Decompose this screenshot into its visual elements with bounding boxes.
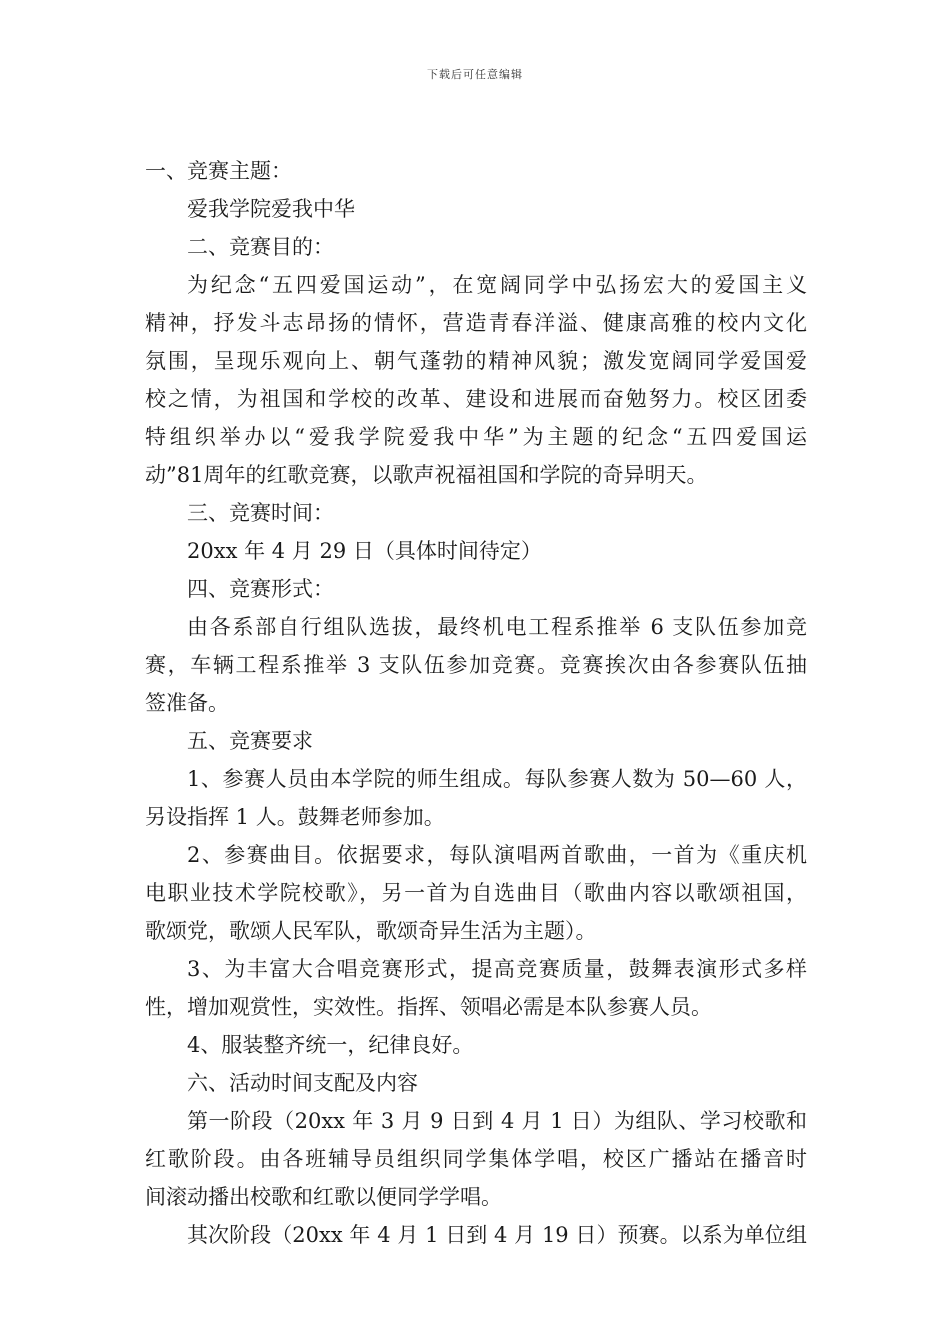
schedule-line: 第一阶段（20xx 年 3 月 9 日到 4 月 1 日）为组队、学习校歌和 xyxy=(187,1109,807,1133)
competition-date: 20xx 年 4 月 29 日（具体时间待定） xyxy=(187,539,542,563)
paragraph-line: 签准备。 xyxy=(145,691,229,715)
requirement-line: 另设指挥 1 人。鼓舞老师参加。 xyxy=(145,805,445,829)
requirement-line: 歌颂党，歌颂人民军队，歌颂奇异生活为主题）。 xyxy=(145,919,597,943)
section-heading-format: 四、竞赛形式： xyxy=(187,577,334,601)
paragraph-line: 赛，车辆工程系推举 3 支队伍参加竞赛。竞赛挨次由各参赛队伍抽 xyxy=(145,653,807,677)
section-heading-purpose: 二、竞赛目的： xyxy=(187,235,334,259)
document-body xyxy=(145,152,807,1254)
section-heading-time: 三、竞赛时间： xyxy=(187,501,334,525)
theme-text: 爱我学院爱我中华 xyxy=(187,197,355,221)
paragraph-line: 氛围，呈现乐观向上、朝气蓬勃的精神风貌；激发宽阔同学爱国爱 xyxy=(145,349,807,373)
requirement-line: 4、服装整齐统一，纪律良好。 xyxy=(187,1033,474,1057)
section-heading-theme: 一、竞赛主题： xyxy=(145,159,292,183)
requirement-line: 电职业技术学院校歌》，另一首为自选曲目（歌曲内容以歌颂祖国， xyxy=(145,881,807,905)
requirement-line: 2、参赛曲目。依据要求，每队演唱两首歌曲，一首为《重庆机 xyxy=(187,843,807,867)
schedule-line: 红歌阶段。由各班辅导员组织同学集体学唱，校区广播站在播音时 xyxy=(145,1147,807,1171)
paragraph-line: 由各系部自行组队选拔，最终机电工程系推举 6 支队伍参加竞 xyxy=(187,615,807,639)
section-heading-schedule: 六、活动时间支配及内容 xyxy=(187,1071,418,1095)
requirement-line: 1、参赛人员由本学院的师生组成。每队参赛人数为 50—60 人， xyxy=(187,767,807,791)
paragraph-line: 校之情，为祖国和学校的改革、建设和进展而奋勉努力。校区团委 xyxy=(145,387,807,411)
paragraph-line: 动”81周年的红歌竞赛，以歌声祝福祖国和学院的奇异明天。 xyxy=(145,463,708,487)
schedule-line: 间滚动播出校歌和红歌以便同学学唱。 xyxy=(145,1185,502,1209)
schedule-line: 其次阶段（20xx 年 4 月 1 日到 4 月 19 日）预赛。以系为单位组 xyxy=(187,1223,807,1247)
paragraph-line: 为纪念“五四爱国运动”，在宽阔同学中弘扬宏大的爱国主义 xyxy=(187,273,807,297)
page-header-note: 下载后可任意编辑 xyxy=(427,68,523,81)
requirement-line: 性，增加观赏性，实效性。指挥、领唱必需是本队参赛人员。 xyxy=(145,995,712,1019)
paragraph-line: 精神，抒发斗志昂扬的情怀，营造青春洋溢、健康高雅的校内文化 xyxy=(145,311,807,335)
section-heading-requirements: 五、竞赛要求 xyxy=(187,729,313,753)
requirement-line: 3、为丰富大合唱竞赛形式，提高竞赛质量，鼓舞表演形式多样 xyxy=(187,957,807,981)
paragraph-line: 特组织举办以“爱我学院爱我中华”为主题的纪念“五四爱国运 xyxy=(145,425,807,449)
